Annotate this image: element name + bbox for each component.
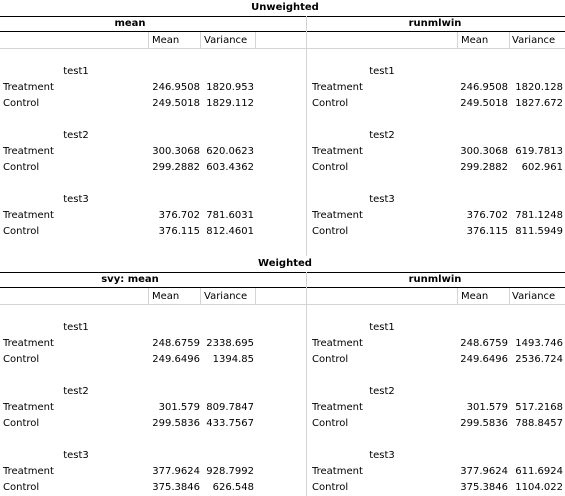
row-label: Treatment bbox=[312, 82, 363, 93]
row-label: Control bbox=[312, 482, 349, 493]
mean-value: 301.579 bbox=[158, 402, 200, 413]
test-label: test3 bbox=[63, 450, 89, 461]
mean-value: 300.3068 bbox=[460, 146, 508, 157]
mean-value: 377.9624 bbox=[152, 466, 200, 477]
variance-value: 781.1248 bbox=[515, 210, 563, 221]
column-separator bbox=[200, 32, 201, 48]
header-rule-under-group bbox=[0, 287, 565, 288]
mean-value: 299.5836 bbox=[152, 418, 200, 429]
variance-value: 433.7567 bbox=[206, 418, 254, 429]
variance-value: 619.7813 bbox=[515, 146, 563, 157]
test-label: test1 bbox=[63, 66, 89, 77]
block-divider bbox=[306, 272, 307, 496]
column-separator bbox=[255, 32, 256, 48]
mean-value: 377.9624 bbox=[460, 466, 508, 477]
variance-column-header: Variance bbox=[512, 291, 556, 302]
test-label: test2 bbox=[63, 386, 89, 397]
variance-column-header: Variance bbox=[204, 291, 248, 302]
row-label: Control bbox=[3, 482, 40, 493]
left-group-header: mean bbox=[114, 18, 146, 29]
mean-value: 376.115 bbox=[158, 226, 200, 237]
row-label: Control bbox=[312, 354, 349, 365]
mean-value: 375.3846 bbox=[152, 482, 200, 493]
column-separator bbox=[509, 32, 510, 48]
variance-value: 788.8457 bbox=[515, 418, 563, 429]
mean-column-header: Mean bbox=[461, 35, 489, 46]
header-rule-top bbox=[0, 16, 565, 17]
row-label: Treatment bbox=[312, 146, 363, 157]
variance-value: 626.548 bbox=[212, 482, 254, 493]
mean-column-header: Mean bbox=[461, 291, 489, 302]
mean-value: 299.5836 bbox=[460, 418, 508, 429]
header-rule-top bbox=[0, 272, 565, 273]
mean-value: 246.9508 bbox=[460, 82, 508, 93]
variance-value: 809.7847 bbox=[206, 402, 254, 413]
variance-value: 2536.724 bbox=[515, 354, 563, 365]
variance-value: 1104.022 bbox=[515, 482, 563, 493]
row-label: Control bbox=[312, 418, 349, 429]
row-label: Control bbox=[3, 418, 40, 429]
row-label: Control bbox=[312, 98, 349, 109]
variance-value: 603.4362 bbox=[206, 162, 254, 173]
row-label: Control bbox=[3, 98, 40, 109]
column-separator bbox=[200, 288, 201, 304]
mean-value: 375.3846 bbox=[460, 482, 508, 493]
variance-value: 1493.746 bbox=[515, 338, 563, 349]
variance-value: 1829.112 bbox=[206, 98, 254, 109]
row-label: Control bbox=[312, 226, 349, 237]
row-label: Treatment bbox=[3, 210, 54, 221]
mean-value: 376.115 bbox=[466, 226, 508, 237]
row-label: Control bbox=[3, 162, 40, 173]
variance-column-header: Variance bbox=[512, 35, 556, 46]
mean-value: 249.6496 bbox=[152, 354, 200, 365]
section-title: Weighted bbox=[258, 258, 312, 269]
row-label: Treatment bbox=[312, 402, 363, 413]
row-label: Treatment bbox=[312, 338, 363, 349]
mean-value: 248.6759 bbox=[152, 338, 200, 349]
mean-value: 299.2882 bbox=[460, 162, 508, 173]
row-label: Treatment bbox=[3, 466, 54, 477]
variance-value: 781.6031 bbox=[206, 210, 254, 221]
column-separator bbox=[457, 288, 458, 304]
mean-value: 376.702 bbox=[158, 210, 200, 221]
variance-value: 1820.128 bbox=[515, 82, 563, 93]
row-label: Treatment bbox=[3, 338, 54, 349]
test-label: test2 bbox=[369, 386, 395, 397]
mean-column-header: Mean bbox=[152, 291, 180, 302]
row-label: Treatment bbox=[3, 402, 54, 413]
variance-value: 811.5949 bbox=[515, 226, 563, 237]
variance-value: 2338.695 bbox=[206, 338, 254, 349]
variance-value: 611.6924 bbox=[515, 466, 563, 477]
mean-value: 249.5018 bbox=[152, 98, 200, 109]
test-label: test1 bbox=[369, 322, 395, 333]
right-group-header: runmlwin bbox=[408, 18, 462, 29]
variance-value: 620.0623 bbox=[206, 146, 254, 157]
row-label: Control bbox=[3, 226, 40, 237]
mean-column-header: Mean bbox=[152, 35, 180, 46]
column-separator bbox=[255, 288, 256, 304]
mean-value: 248.6759 bbox=[460, 338, 508, 349]
mean-value: 301.579 bbox=[466, 402, 508, 413]
test-label: test2 bbox=[369, 130, 395, 141]
variance-value: 928.7992 bbox=[206, 466, 254, 477]
test-label: test1 bbox=[63, 322, 89, 333]
row-label: Control bbox=[3, 354, 40, 365]
variance-value: 812.4601 bbox=[206, 226, 254, 237]
test-label: test3 bbox=[369, 450, 395, 461]
variance-column-header: Variance bbox=[204, 35, 248, 46]
mean-value: 246.9508 bbox=[152, 82, 200, 93]
column-separator bbox=[148, 288, 149, 304]
right-group-header: runmlwin bbox=[408, 274, 462, 285]
column-separator bbox=[509, 288, 510, 304]
row-label: Treatment bbox=[3, 146, 54, 157]
mean-value: 249.5018 bbox=[460, 98, 508, 109]
header-rule-under-group bbox=[0, 31, 565, 32]
column-separator bbox=[457, 32, 458, 48]
section-title: Unweighted bbox=[251, 2, 319, 13]
mean-value: 249.6496 bbox=[460, 354, 508, 365]
test-label: test3 bbox=[63, 194, 89, 205]
row-label: Control bbox=[312, 162, 349, 173]
variance-value: 517.2168 bbox=[515, 402, 563, 413]
mean-value: 376.702 bbox=[466, 210, 508, 221]
left-group-header: svy: mean bbox=[101, 274, 159, 285]
test-label: test1 bbox=[369, 66, 395, 77]
variance-value: 1820.953 bbox=[206, 82, 254, 93]
variance-value: 1394.85 bbox=[212, 354, 254, 365]
block-divider bbox=[306, 16, 307, 256]
variance-value: 602.961 bbox=[521, 162, 563, 173]
row-label: Treatment bbox=[312, 210, 363, 221]
column-separator bbox=[148, 32, 149, 48]
variance-value: 1827.672 bbox=[515, 98, 563, 109]
test-label: test2 bbox=[63, 130, 89, 141]
mean-value: 299.2882 bbox=[152, 162, 200, 173]
test-label: test3 bbox=[369, 194, 395, 205]
mean-value: 300.3068 bbox=[152, 146, 200, 157]
row-label: Treatment bbox=[3, 82, 54, 93]
row-label: Treatment bbox=[312, 466, 363, 477]
